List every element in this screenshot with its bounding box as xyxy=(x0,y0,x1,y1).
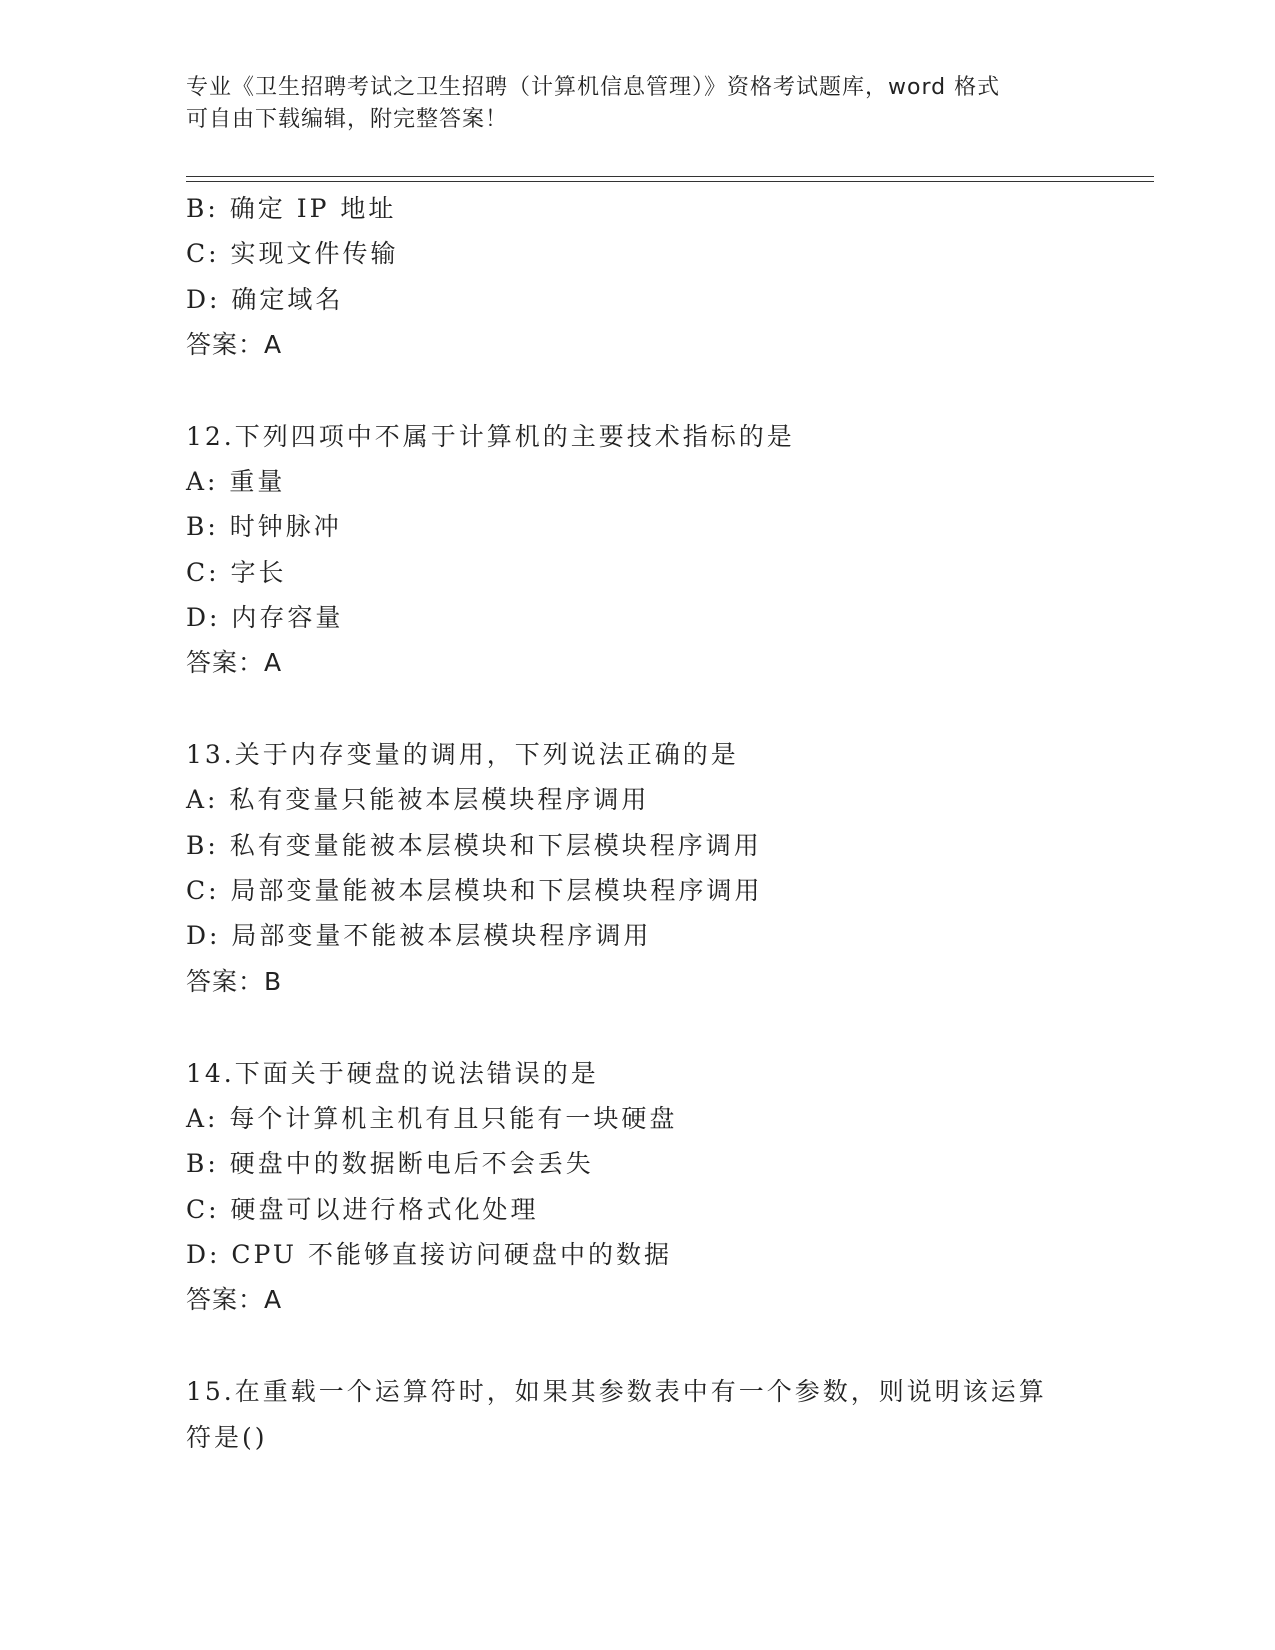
q14-answer: 答案：A xyxy=(186,1285,283,1314)
q15-question-line-1: 15.在重载一个运算符时，如果其参数表中有一个参数，则说明该运算 xyxy=(186,1377,1047,1406)
q11-option-b: B: 确定 IP 地址 xyxy=(186,194,397,223)
q14-option-a: A: 每个计算机主机有且只能有一块硬盘 xyxy=(186,1104,678,1133)
header-line-2: 可自由下载编辑，附完整答案！ xyxy=(186,107,509,132)
header-line-1: 专业《卫生招聘考试之卫生招聘（计算机信息管理）》资格考试题库，word 格式 xyxy=(186,75,1001,100)
document-header xyxy=(186,72,1086,136)
q12-option-d: D: 内存容量 xyxy=(186,603,344,632)
q13-option-d: D: 局部变量不能被本层模块程序调用 xyxy=(186,921,652,950)
q15-question-line-2: 符是() xyxy=(186,1423,268,1452)
q14-option-b: B: 硬盘中的数据断电后不会丢失 xyxy=(186,1149,594,1178)
q12-option-b: B: 时钟脉冲 xyxy=(186,512,342,541)
q14-question: 14.下面关于硬盘的说法错误的是 xyxy=(186,1059,599,1088)
q11-answer: 答案：A xyxy=(186,330,283,359)
q12-question: 12.下列四项中不属于计算机的主要技术指标的是 xyxy=(186,422,795,451)
q13-option-c: C: 局部变量能被本层模块和下层模块程序调用 xyxy=(186,876,763,905)
q12-option-c: C: 字长 xyxy=(186,558,287,587)
q12-answer: 答案：A xyxy=(186,648,283,677)
q12-option-a: A: 重量 xyxy=(186,467,286,496)
q13-option-b: B: 私有变量能被本层模块和下层模块程序调用 xyxy=(186,831,762,860)
header-divider-bottom xyxy=(186,181,1154,182)
q14-option-d: D: CPU 不能够直接访问硬盘中的数据 xyxy=(186,1240,672,1269)
q13-question: 13.关于内存变量的调用，下列说法正确的是 xyxy=(186,740,739,769)
q11-option-d: D: 确定域名 xyxy=(186,285,344,314)
q13-option-a: A: 私有变量只能被本层模块程序调用 xyxy=(186,785,650,814)
q14-option-c: C: 硬盘可以进行格式化处理 xyxy=(186,1195,539,1224)
q11-option-c: C: 实现文件传输 xyxy=(186,239,399,268)
header-divider-top xyxy=(186,176,1154,177)
q13-answer: 答案：B xyxy=(186,967,283,996)
